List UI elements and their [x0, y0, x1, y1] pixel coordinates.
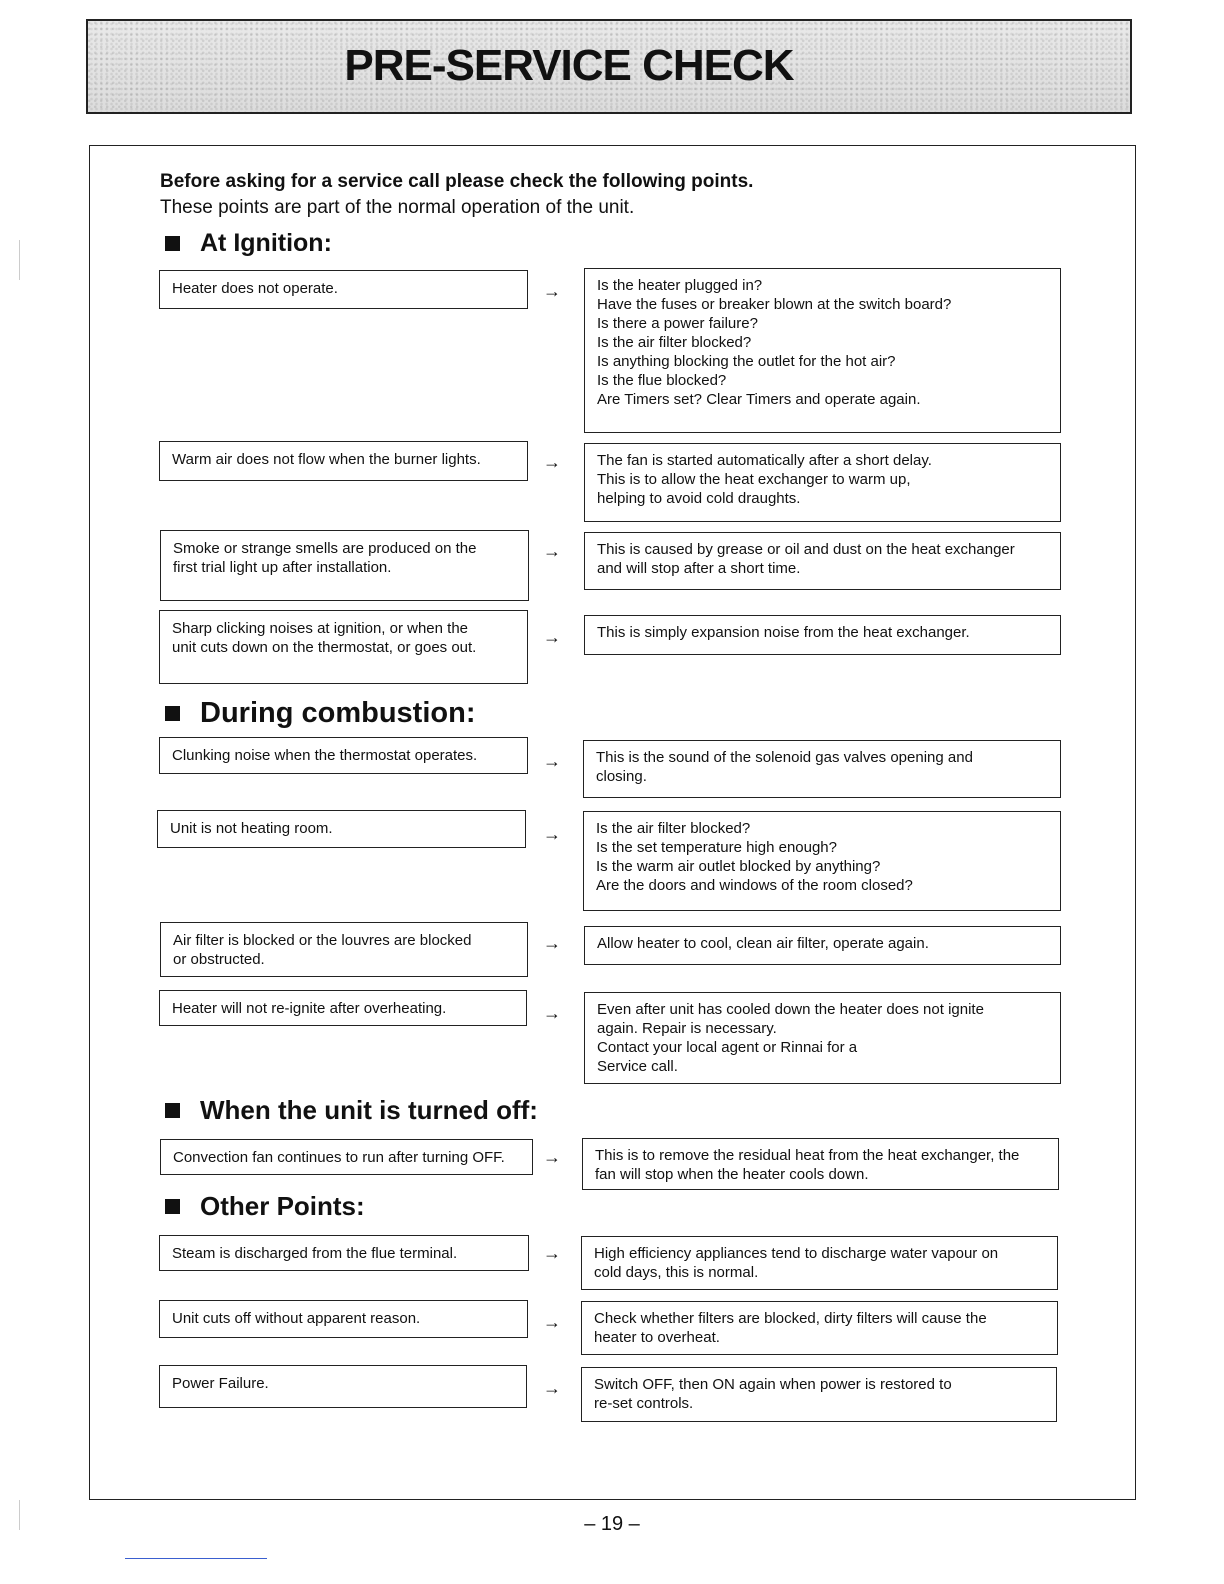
answer-text: Is the air filter blocked? [597, 334, 752, 351]
scan-edge-mark [19, 240, 20, 280]
answer-text: High efficiency appliances tend to discharge water vapour on [594, 1245, 999, 1262]
answer-text: Even after unit has cooled down the heater does not ignite [597, 1001, 984, 1018]
symptom-box [159, 610, 528, 684]
answer-box [584, 992, 1061, 1084]
symptom-text: Convection fan continues to run after turning OFF. [173, 1149, 505, 1166]
right-arrow-icon: → [543, 751, 561, 771]
section-heading [165, 1191, 365, 1222]
right-arrow-icon: → [543, 1003, 561, 1023]
symptom-box [159, 1365, 527, 1408]
answer-box [584, 926, 1061, 965]
answer-text: The fan is started automatically after a short delay. [597, 452, 932, 469]
answer-box [581, 1367, 1057, 1422]
scan-edge-mark [19, 1500, 20, 1530]
answer-text: Is there a power failure? [597, 315, 758, 332]
answer-text: Is the air filter blocked? [596, 820, 751, 837]
answer-text: re-set controls. [594, 1395, 694, 1412]
answer-box [583, 811, 1061, 911]
section-heading [165, 1095, 538, 1126]
intro-text: These points are part of the normal operation of the unit. [160, 197, 635, 218]
right-arrow-icon: → [543, 452, 561, 472]
answer-text: Allow heater to cool, clean air filter, operate again. [597, 935, 929, 952]
symptom-box [159, 441, 528, 481]
symptom-box [160, 530, 529, 601]
answer-text: This is to allow the heat exchanger to warm up, [597, 471, 911, 488]
bullet-square-icon [165, 706, 180, 721]
answer-text: Are the doors and windows of the room closed? [596, 877, 913, 894]
answer-text: Is anything blocking the outlet for the hot air? [597, 353, 896, 370]
right-arrow-icon: → [543, 627, 561, 647]
answer-text: This is simply expansion noise from the heat exchanger. [597, 624, 970, 641]
right-arrow-icon: → [543, 1312, 561, 1332]
page-title: PRE-SERVICE CHECK [344, 41, 794, 90]
symptom-box [159, 1235, 529, 1271]
answer-text: Is the warm air outlet blocked by anything? [596, 858, 881, 875]
symptom-box [159, 1300, 528, 1338]
bullet-square-icon [165, 1103, 180, 1118]
answer-text: Is the heater plugged in? [597, 277, 763, 294]
symptom-text: Clunking noise when the thermostat operates. [172, 747, 478, 764]
answer-box [581, 1301, 1058, 1355]
symptom-text: Air filter is blocked or the louvres are blocked [173, 932, 472, 949]
answer-text: Are Timers set? Clear Timers and operate again. [597, 391, 921, 408]
answer-text: This is caused by grease or oil and dust on the heat exchanger [597, 541, 1015, 558]
title-banner [86, 19, 1132, 114]
symptom-text: unit cuts down on the thermostat, or goes out. [172, 639, 477, 656]
answer-box [584, 268, 1061, 433]
intro-heading: Before asking for a service call please check the following points. [160, 171, 754, 192]
symptom-box [160, 1139, 533, 1175]
symptom-text: Heater will not re-ignite after overheating. [172, 1000, 447, 1017]
symptom-box [159, 990, 527, 1026]
bullet-square-icon [165, 236, 180, 251]
answer-box [582, 1138, 1059, 1190]
answer-box [584, 532, 1061, 590]
symptom-text: or obstructed. [173, 951, 265, 968]
answer-text: This is the sound of the solenoid gas valves opening and [596, 749, 973, 766]
symptom-box [157, 810, 526, 848]
answer-text: This is to remove the residual heat from the heat exchanger, the [595, 1147, 1020, 1164]
answer-text: Check whether filters are blocked, dirty filters will cause the [594, 1310, 987, 1327]
answer-text: Is the set temperature high enough? [596, 839, 837, 856]
symptom-text: Power Failure. [172, 1375, 269, 1392]
answer-text: helping to avoid cold draughts. [597, 490, 801, 507]
bullet-square-icon [165, 1199, 180, 1214]
answer-text: heater to overheat. [594, 1329, 720, 1346]
section-heading [165, 229, 332, 258]
section-heading [165, 697, 475, 730]
section-heading-text: At Ignition: [200, 229, 332, 257]
symptom-text: Unit cuts off without apparent reason. [172, 1310, 421, 1327]
section-heading-text: Other Points: [200, 1191, 365, 1221]
answer-text: cold days, this is normal. [594, 1264, 759, 1281]
answer-text: Is the flue blocked? [597, 372, 727, 389]
answer-text: Have the fuses or breaker blown at the switch board? [597, 296, 952, 313]
symptom-text: Warm air does not flow when the burner lights. [172, 451, 481, 468]
answer-text: and will stop after a short time. [597, 560, 801, 577]
symptom-text: Steam is discharged from the flue terminal. [172, 1245, 458, 1262]
right-arrow-icon: → [543, 1378, 561, 1398]
answer-text: Switch OFF, then ON again when power is restored to [594, 1376, 952, 1393]
symptom-text: Smoke or strange smells are produced on the [173, 540, 477, 557]
symptom-box [159, 270, 528, 309]
footer-rule [125, 1558, 267, 1559]
section-heading-text: During combustion: [200, 697, 476, 729]
answer-text: Contact your local agent or Rinnai for a [597, 1039, 858, 1056]
page-number: – 19 – [584, 1513, 640, 1535]
answer-box [583, 740, 1061, 798]
right-arrow-icon: → [543, 1147, 561, 1167]
answer-text: again. Repair is necessary. [597, 1020, 777, 1037]
symptom-text: Sharp clicking noises at ignition, or when the [172, 620, 469, 637]
right-arrow-icon: → [543, 933, 561, 953]
symptom-box [159, 737, 528, 774]
answer-text: closing. [596, 768, 647, 785]
symptom-text: Heater does not operate. [172, 280, 338, 297]
answer-text: fan will stop when the heater cools down. [595, 1166, 869, 1183]
right-arrow-icon: → [543, 541, 561, 561]
symptom-text: first trial light up after installation. [173, 559, 392, 576]
right-arrow-icon: → [543, 1243, 561, 1263]
symptom-box [160, 922, 528, 977]
right-arrow-icon: → [543, 281, 561, 301]
answer-text: Service call. [597, 1058, 678, 1075]
symptom-text: Unit is not heating room. [170, 820, 333, 837]
section-heading-text: When the unit is turned off: [200, 1095, 538, 1125]
answer-box [584, 443, 1061, 522]
answer-box [581, 1236, 1058, 1290]
answer-box [584, 615, 1061, 655]
right-arrow-icon: → [543, 824, 561, 844]
